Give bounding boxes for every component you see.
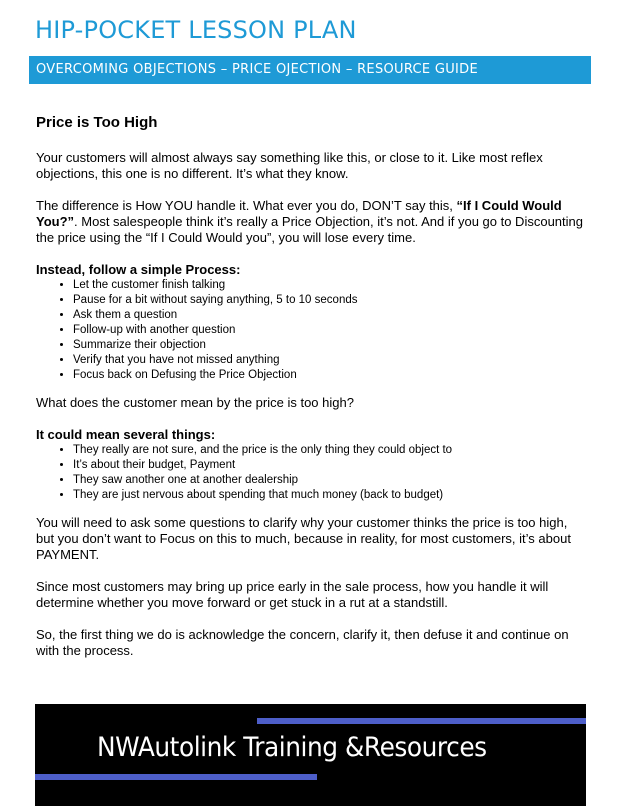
list-item: • Follow-up with another question bbox=[73, 323, 588, 338]
footer-accent-bar-top bbox=[257, 718, 586, 724]
list-item: • It’s about their budget, Payment bbox=[73, 458, 588, 473]
list-item: • Verify that you have not missed anything bbox=[73, 353, 588, 368]
question-paragraph: What does the customer mean by the price is too high? bbox=[36, 395, 354, 410]
list-item: • Let the customer finish talking bbox=[73, 278, 588, 293]
section-heading: Price is Too High bbox=[36, 114, 158, 131]
process-heading: Instead, follow a simple Process: bbox=[36, 262, 241, 277]
difference-text-end: . Most salespeople think it’s really a Price Objection, it’s not. And if you go to Discounting the price using the “If I Could Would you”, you will lose every time. bbox=[36, 214, 583, 245]
lesson-content bbox=[36, 115, 588, 675]
difference-paragraph bbox=[36, 198, 588, 246]
subtitle-banner: OVERCOMING OBJECTIONS – PRICE OJECTION – RESOURCE GUIDE bbox=[29, 56, 591, 84]
difference-text-start: The difference is How YOU handle it. What ever you do, DON’T say this, bbox=[36, 198, 457, 213]
meanings-heading: It could mean several things: bbox=[36, 427, 216, 442]
meanings-list bbox=[36, 443, 588, 503]
early-price-paragraph: Since most customers may bring up price early in the sale process, how you handle it will determine whether you move forward or get stuck in a rut at a standstill. bbox=[36, 579, 549, 610]
list-item: • They really are not sure, and the price is the only thing they could object to bbox=[73, 443, 588, 458]
list-item: • They are just nervous about spending that much money (back to budget) bbox=[73, 488, 588, 503]
list-item: • Focus back on Defusing the Price Objection bbox=[73, 368, 588, 383]
list-item: • Ask them a question bbox=[73, 308, 588, 323]
process-list bbox=[36, 278, 588, 383]
footer-logo-banner bbox=[35, 704, 586, 806]
brand-logo-text: NWAutolink Training &Resources bbox=[97, 732, 487, 763]
intro-paragraph: Your customers will almost always say something like this, or close to it. Like most reflex objections, this one is no different. It’s what they know. bbox=[36, 150, 543, 181]
list-item: • Pause for a bit without saying anything, 5 to 10 seconds bbox=[73, 293, 588, 308]
if-i-could-phrase: “If I Could Would You?” bbox=[36, 198, 562, 229]
clarify-paragraph: You will need to ask some questions to clarify why your customer thinks the price is too high, but you don’t want to Focus on this to much, because in reality, for most customers, it’s about PAYMENT. bbox=[36, 515, 571, 562]
document-title: HIP-POCKET LESSON PLAN bbox=[35, 16, 357, 44]
acknowledge-paragraph: So, the first thing we do is acknowledge the concern, clarify it, then defuse it and continue on with the process. bbox=[36, 627, 569, 658]
list-item: • Summarize their objection bbox=[73, 338, 588, 353]
list-item: • They saw another one at another dealership bbox=[73, 473, 588, 488]
footer-accent-bar-bottom bbox=[35, 774, 317, 780]
